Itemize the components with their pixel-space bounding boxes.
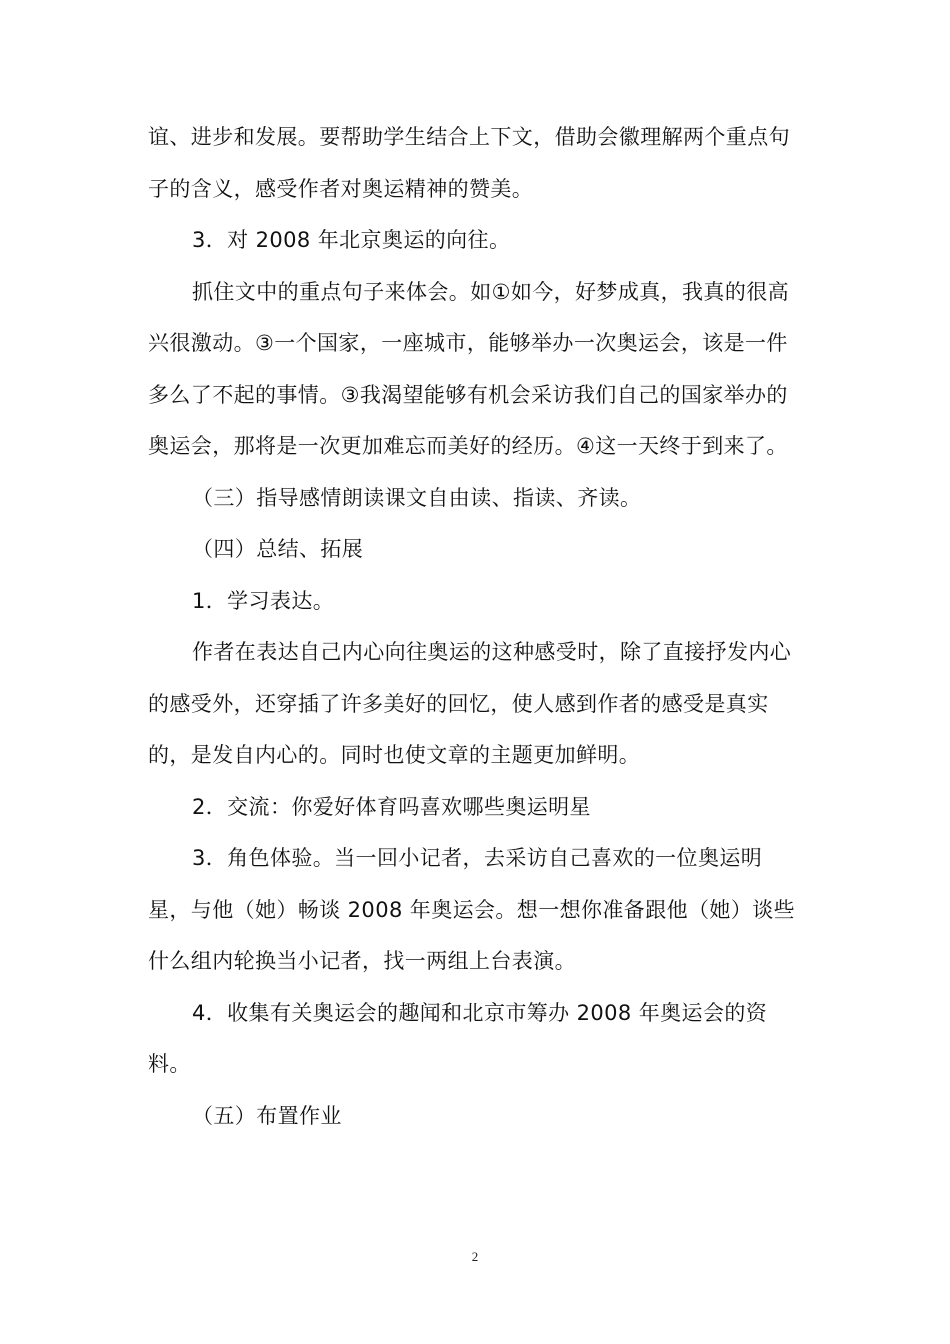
paragraph-3: 抓住文中的重点句子来体会。如①如今，好梦成真，我真的很高兴很激动。③一个国家，一座城市，能够举办一次奥运会，该是一件多么了不起的事情。③我渴望能够有机会采访我们自己的国家举办的奥运会，那将是一次更加难忘而美好的经历。④这一天终于到来了。 xyxy=(148,279,790,458)
paragraph-1: 谊、进步和发展。要帮助学生结合上下文，借助会徽理解两个重点句子的含义，感受作者对奥运精神的赞美。 xyxy=(148,125,790,201)
paragraph-5: （四）总结、拓展 xyxy=(192,537,364,561)
page-number: 2 xyxy=(471,1249,479,1264)
paragraph-2: 3．对 2008 年北京奥运的向往。 xyxy=(192,228,511,252)
paragraph-8: 2．交流：你爱好体育吗喜欢哪些奥运明星 xyxy=(192,794,591,819)
paragraph-9: 3．角色体验。当一回小记者，去采访自己喜欢的一位奥运明星，与他（她）畅谈 2008 年奥运会。想一想你准备跟他（她）谈些什么组内轮换当小记者，找一两组上台表演。 xyxy=(148,846,795,973)
paragraph-7: 作者在表达自己内心向往奥运的这种感受时，除了直接抒发内心的感受外，还穿插了许多美好的回忆，使人感到作者的感受是真实的，是发自内心的。同时也使文章的主题更加鲜明。 xyxy=(148,640,792,767)
paragraph-10: 4．收集有关奥运会的趣闻和北京市筹办 2008 年奥运会的资料。 xyxy=(148,1000,768,1076)
paragraph-4: （三）指导感情朗读课文自由读、指读、齐读。 xyxy=(192,485,642,510)
paragraph-6: 1．学习表达。 xyxy=(192,588,335,613)
document-body xyxy=(148,112,800,1142)
paragraph-11: （五）布置作业 xyxy=(192,1103,342,1128)
